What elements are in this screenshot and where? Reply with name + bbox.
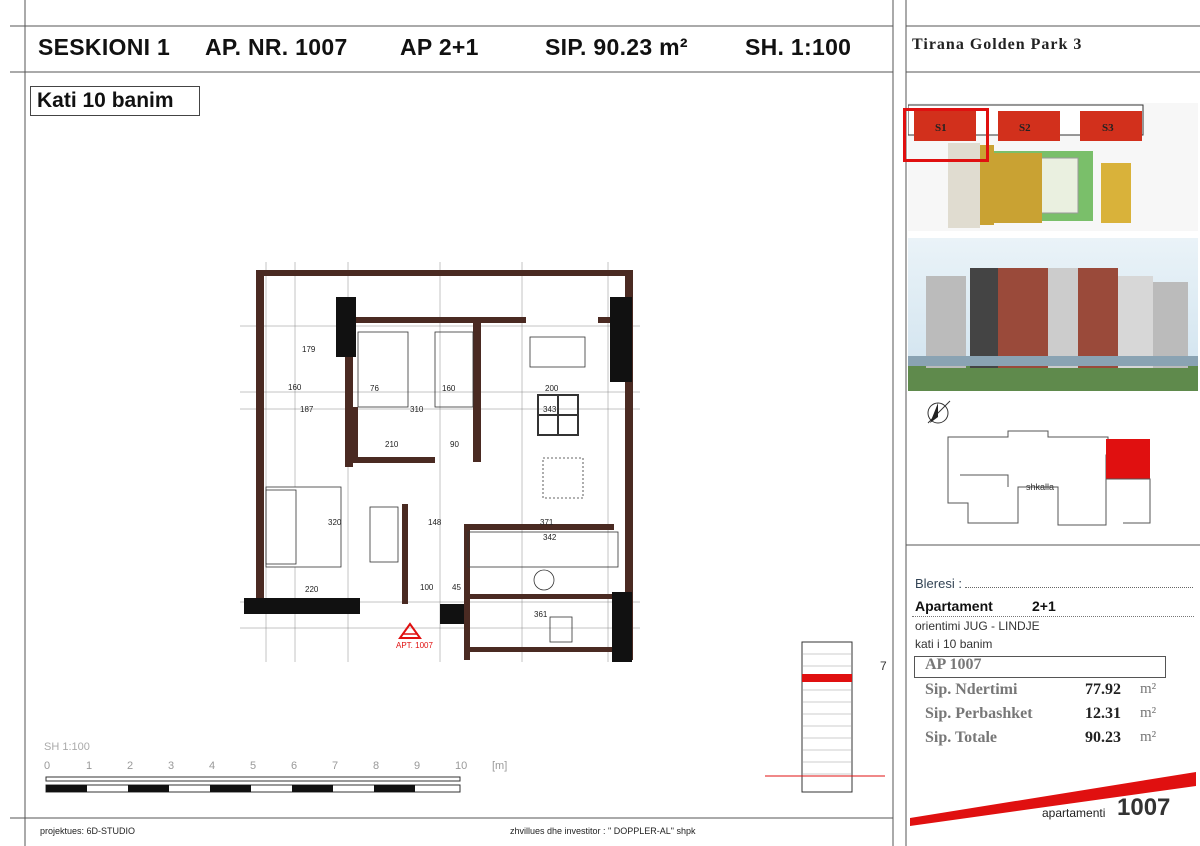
dim-text: 220 <box>305 585 319 594</box>
apt-code: AP 1007 <box>925 656 982 673</box>
scale-tick: 0 <box>44 760 51 772</box>
dim-text: 90 <box>450 440 459 449</box>
designer-credit: projektues: 6D-STUDIO <box>40 826 136 836</box>
stat-label-built: Sip. Ndertimi <box>925 681 1018 698</box>
stat-unit-built: m² <box>1140 681 1157 697</box>
apartment-type: AP 2+1 <box>400 34 479 60</box>
dim-text: 343 <box>543 405 557 414</box>
stat-label-total: Sip. Totale <box>925 729 998 746</box>
scale-tick: 8 <box>373 760 380 772</box>
stat-value-total: 90.23 <box>1085 729 1121 746</box>
apartment-number: AP. NR. 1007 <box>205 34 348 60</box>
developer-credit: zhvillues dhe investitor : " DOPPLER-AL" shpk <box>510 826 696 836</box>
dim-text: 160 <box>288 383 302 392</box>
scale-tick: 7 <box>332 760 339 772</box>
scale-tick: 1 <box>86 760 93 772</box>
section-title: SESKIONI 1 <box>38 34 171 60</box>
site-plan-highlight <box>903 108 989 162</box>
floor-plan <box>240 262 640 662</box>
apt-marker-label: APT. 1007 <box>396 641 433 650</box>
scale-bar <box>44 775 464 797</box>
project-brand: Tirana Golden Park 3 <box>912 36 1083 53</box>
apartment-label: Apartament <box>915 598 993 614</box>
apt-footer-label: apartamenti <box>1042 806 1106 820</box>
apt-marker-icon <box>400 624 420 638</box>
stair-label: shkalla <box>1026 482 1055 492</box>
site-section-s3: S3 <box>1102 122 1114 134</box>
dim-text: 76 <box>370 384 379 393</box>
scale-bar-label: SH 1:100 <box>44 741 90 753</box>
dim-text: 179 <box>302 345 316 354</box>
scale-tick: 3 <box>168 760 175 772</box>
scale-tick: 2 <box>127 760 134 772</box>
stat-label-common: Sip. Perbashket <box>925 705 1033 722</box>
buyer-dotted-line <box>965 587 1193 588</box>
key-plan <box>908 395 1198 535</box>
scale-tick: 9 <box>414 760 421 772</box>
scale-tick: 5 <box>250 760 257 772</box>
dim-text: 320 <box>328 518 342 527</box>
scale-tick: 10 <box>455 760 468 772</box>
scale-tick: 6 <box>291 760 298 772</box>
dim-text: 210 <box>385 440 399 449</box>
drawing-scale: SH. 1:100 <box>745 34 852 60</box>
dim-text: 310 <box>410 405 424 414</box>
dim-text: 160 <box>442 384 456 393</box>
floor-label: Kati 10 banim <box>30 86 200 116</box>
building-render <box>908 238 1198 391</box>
apt-footer-number: 1007 <box>1117 794 1171 821</box>
site-section-s2: S2 <box>1019 122 1031 134</box>
buyer-label: Bleresi : <box>915 576 962 591</box>
dim-text: 200 <box>545 384 559 393</box>
dim-text: 371 <box>540 518 554 527</box>
apartment-area: SIP. 90.23 m² <box>545 34 688 60</box>
dim-text: 342 <box>543 533 557 542</box>
info-divider <box>912 616 1194 617</box>
dim-text: 361 <box>534 610 548 619</box>
scale-tick: 4 <box>209 760 216 772</box>
site-section-s1: S1 <box>935 122 947 134</box>
dim-text: 187 <box>300 405 314 414</box>
stat-unit-common: m² <box>1140 705 1157 721</box>
stat-unit-total: m² <box>1140 729 1157 745</box>
orientation-text: orientimi JUG - LINDJE <box>915 619 1040 633</box>
dim-text: 100 <box>420 583 434 592</box>
stat-value-built: 77.92 <box>1085 681 1121 698</box>
dim-text: 148 <box>428 518 442 527</box>
building-elevation <box>765 640 890 800</box>
dim-text: 45 <box>452 583 461 592</box>
elevation-floor-marker: 7 <box>880 659 887 673</box>
scale-tick: [m] <box>492 760 508 772</box>
apartment-type-info: 2+1 <box>1032 598 1056 614</box>
floor-text: kati i 10 banim <box>915 637 993 651</box>
stat-value-common: 12.31 <box>1085 705 1121 722</box>
